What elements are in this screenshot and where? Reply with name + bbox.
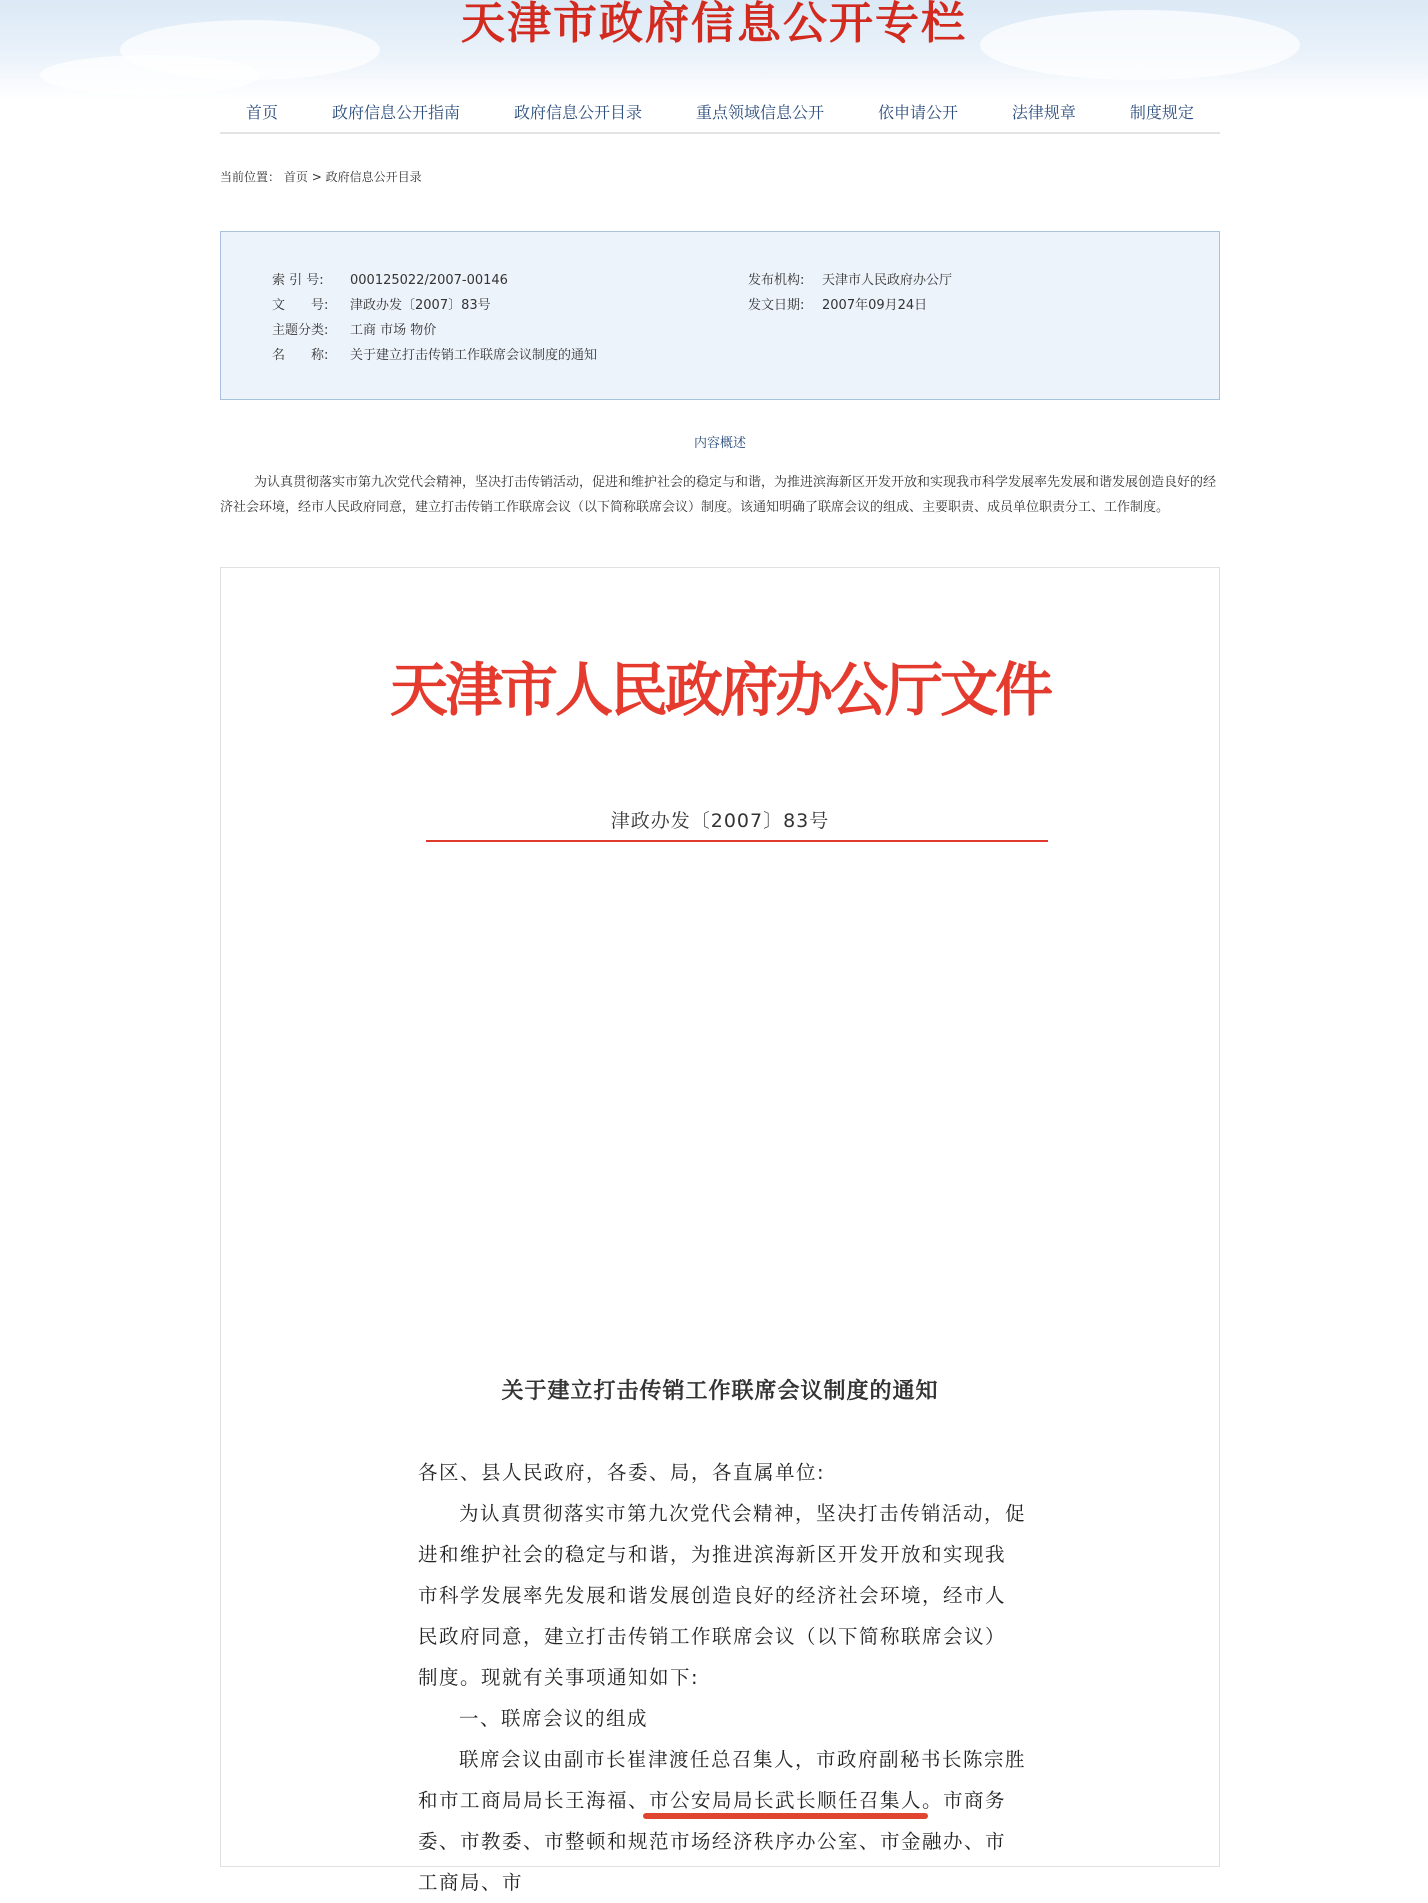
publisher-label: 发布机构: [748,273,805,288]
document-body [418,1452,1026,1903]
summary-title: 内容概述 [693,436,746,451]
issue-date-value: 2007年09月24日 [822,298,928,313]
document-number: 津政办发〔2007〕83号 [610,810,830,832]
highlighted-text: 市公安局局长武长顺任召集人 [649,1789,923,1812]
document-number-label: 文 号: [272,298,329,313]
breadcrumb-current[interactable]: 政府信息公开目录 [325,170,422,184]
topic-value: 工商 市场 物价 [350,323,437,338]
site-title: 天津市政府信息公开专栏 [461,0,967,49]
summary-text: 为认真贯彻落实市第九次党代会精神，坚决打击传销活动，促进和维护社会的稳定与和谐，为推进滨海新区开发开放和实现我市科学发展率先发展和谐发展创造良好的经济社会环境，经市人民政府同意，建立打击传销工作联席会议（以下简称联席会议）制度。该通知明确了联席会议的组成、主要职责、成员单位职责分工、工作制度。 [220,475,1217,515]
name-value: 关于建立打击传销工作联席会议制度的通知 [350,348,598,363]
breadcrumb [220,168,422,185]
nav-item-home[interactable]: 首页 [246,102,279,122]
paragraph-composition [418,1739,1026,1903]
cloud-decoration [40,55,260,95]
document-number-row [272,294,491,313]
breadcrumb-separator: > [311,170,322,184]
name-row [272,344,597,363]
nav-item-key-areas[interactable]: 重点领域信息公开 [695,102,824,122]
topic-label: 主题分类: [272,323,329,338]
paragraph-text-end: 。市商务委、市教委、市整顿和规范市场经济秩序办公室、市金融办、市工商局、市 [418,1789,1007,1894]
document-metadata-box [220,231,1220,400]
section-heading: 一、联席会议的组成 [459,1707,649,1730]
nav-item-laws[interactable]: 法律规章 [1011,102,1076,122]
paragraph-intro: 为认真贯彻落实市第九次党代会精神，坚决打击传销活动，促进和维护社会的稳定与和谐，为推进滨海新区开发开放和实现我市科学发展率先发展和谐发展创造良好的经济社会环境，经市人民政府同意，建立打击传销工作联席会议（以下简称联席会议）制度。现就有关事项通知如下: [418,1502,1027,1689]
header-banner [0,0,1428,100]
issue-date-label: 发文日期: [748,298,805,313]
document-title: 关于建立打击传销工作联席会议制度的通知 [501,1379,939,1404]
nav-item-regulations[interactable]: 制度规定 [1129,102,1194,122]
main-nav [220,90,1220,134]
nav-item-on-request[interactable]: 依申请公开 [877,102,958,122]
nav-item-guide[interactable]: 政府信息公开指南 [331,102,460,122]
index-number-row [272,269,508,288]
name-label: 名 称: [272,348,329,363]
publisher-row [748,269,952,288]
topic-row [272,319,436,338]
paragraph-text-start: 联席会议由副市长崔津渡任总召集人，市政府副秘书长陈宗胜和市工商局局长王海福、 [418,1748,1027,1812]
index-number-label: 索 引 号: [272,273,324,288]
breadcrumb-prefix: 当前位置： [220,170,281,184]
salutation: 各区、县人民政府，各委、局，各直属单位: [418,1461,826,1484]
document-number-value: 津政办发〔2007〕83号 [350,298,491,313]
breadcrumb-home-link[interactable]: 首页 [283,170,308,184]
index-number-value: 000125022/2007-00146 [350,273,508,288]
nav-item-catalog[interactable]: 政府信息公开目录 [513,102,642,122]
issue-date-row [748,294,927,313]
publisher-value: 天津市人民政府办公厅 [822,273,953,288]
document-red-header: 天津市人民政府办公厅文件 [389,656,1050,724]
red-divider-line [426,840,1048,842]
